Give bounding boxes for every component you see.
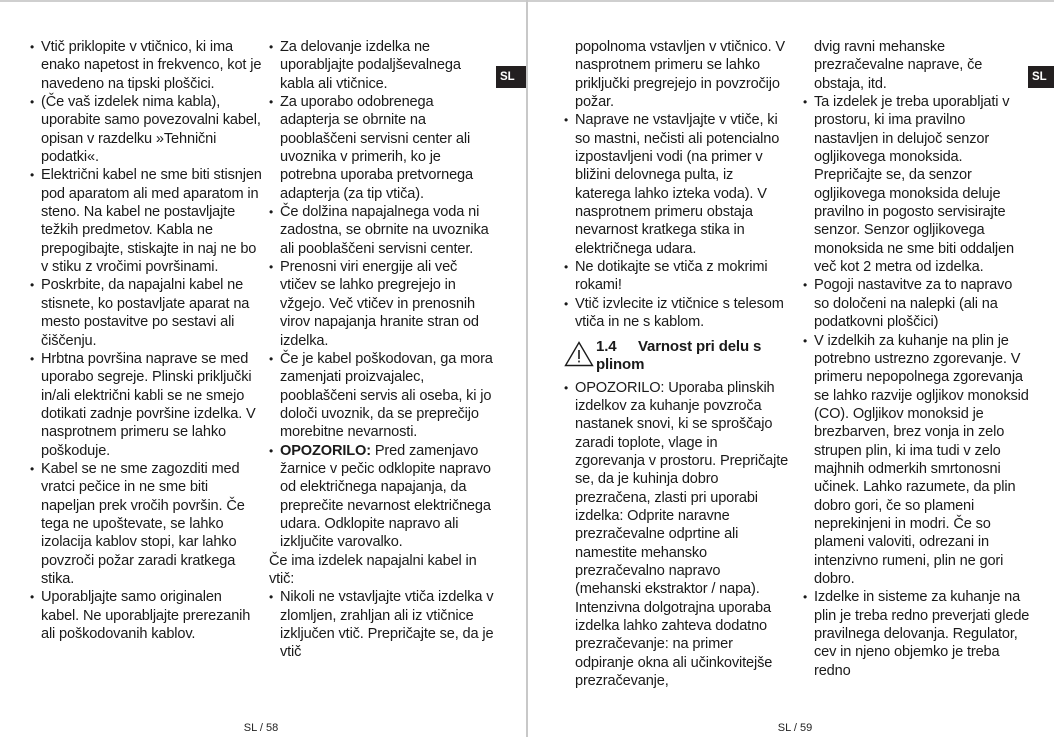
list-item: • Uporabljajte samo originalen kabel. Ne uporabljajte prerezanih ali poškodovanih kablov.	[30, 589, 251, 642]
list-item: • Če je kabel poškodovan, ga mora zamenjati proizvajalec, pooblaščeni servis ali oseba, ki jo določi uvoznik, da se preprečijo morebitne nevarnosti.	[269, 350, 493, 441]
language-tab: SL	[496, 66, 526, 88]
bullet-icon: •	[30, 168, 35, 183]
warning-item	[269, 442, 495, 552]
list-item: • Ta izdelek je treba uporabljati v prostoru, ki ima pravilno nastavljen in delujoč senzor ogljikovega monoksida. Prepričajte se, da senzor ogljikovega monoksida deluje pravilno in pogosto servisirajte senzor. Senzor ogljikovega monoksida ne sme biti oddaljen več kot 2 metra od izdelka.	[803, 94, 1014, 276]
bullet-icon: •	[30, 351, 35, 366]
left-page-column-2	[269, 38, 495, 662]
bullet-icon: •	[269, 205, 274, 220]
bullet-icon: •	[803, 278, 808, 293]
list-item: • Prenosni viri energije ali več vtičev se lahko pregrejejo in vžgejo. Več vtičev in prenosnih virov napajanja hranite stran od izdelka.	[269, 259, 479, 349]
list-item: • Če dolžina napajalnega voda ni zadostna, se obrnite na uvoznika ali pooblaščeni servisni center.	[269, 204, 489, 257]
bullet-icon: •	[564, 113, 569, 128]
bullet-icon: •	[564, 380, 569, 395]
bullet-icon: •	[30, 40, 35, 54]
bullet-icon: •	[269, 95, 274, 110]
section-number: 1.4	[596, 337, 617, 355]
page-number: SL / 58	[243, 722, 279, 734]
list-item: • Kabel se ne sme zagozditi med vratci pečice in ne sme biti napeljan prek vročih površin. Če tega ne upoštevate, se lahko izolacija kablov stopi, kar lahko povzroči požar zaradi kratkega stika.	[30, 460, 245, 587]
bullet-icon: •	[269, 40, 274, 54]
list-item: • Hrbtna površina naprave se med uporabo segreje. Plinski priključki in/ali električni kabli se ne smejo dotikati zadnje površine izdelka. V nasprotnem primeru se lahko poškoduje.	[30, 350, 256, 459]
bullet-icon: •	[564, 296, 569, 311]
bullet-icon: •	[30, 95, 35, 110]
page-59	[528, 0, 1054, 737]
warning-triangle-icon	[564, 341, 594, 367]
gas-warning-item: • OPOZORILO: Uporaba plinskih izdelkov za kuhanje povzroča nastanek snovi, ki se sproščajo zaradi toplote, vlage in zgorevanja v prostoru. Prepričajte se, da je kuhinja dobro prezračena, zlasti pri uporabi izdelka: Odprite naravne prezračevalne odprtine ali namestite mehansko prezračevalno napravo (mehanski ekstraktor / napa). Intenzivna dolgotrajna uporaba izdelka lahko zahteva dodatno prezračevanje: na primer odpiranje okna ali učinkovitejše prezračevanje,	[564, 379, 789, 689]
section-title-line-2: plinom	[596, 356, 645, 373]
page-number: SL / 59	[777, 722, 813, 734]
list-item: • Vtič priklopite v vtičnico, ki ima enako napetost in frekvenco, kot je navedeno na tipski ploščici.	[30, 39, 262, 92]
right-page-column-2	[803, 38, 1031, 680]
bullet-icon: •	[269, 443, 274, 458]
warning-label: OPOZORILO:	[280, 442, 371, 459]
bullet-icon: •	[269, 590, 274, 605]
list-item: • Vtič izvlecite iz vtičnice s telesom vtiča in ne s kablom.	[564, 295, 784, 331]
list-item: • Ne dotikajte se vtiča z mokrimi rokami!	[564, 259, 768, 294]
warning-text: Pred zamenjavo žarnice v pečic odklopite napravo od električnega napajanja, da preprečite nevarnost električnega udara. Odklopite napravo ali izključite varovalko.	[280, 442, 491, 551]
list-item: • Električni kabel ne sme biti stisnjen pod aparatom ali med aparatom in steno. Na kabel ne postavljajte težkih predmetov. Kabla ne prepogibajte, stiskajte in naj ne bo v stiku z vročimi površinami.	[30, 167, 262, 276]
bullet-icon: •	[30, 278, 35, 293]
bullet-icon: •	[803, 95, 808, 110]
bullet-icon: •	[30, 461, 35, 476]
list-item: • Naprave ne vstavljajte v vtiče, ki so mastni, nečisti ali potencialno izpostavljeni vodi (na primer v bližini delovnega pulta, iz katerega lahko izteka voda). V nasprotnem primeru obstaja nevarnost kratkega stika in električnega udara.	[564, 112, 780, 257]
list-item: • Nikoli ne vstavljajte vtiča izdelka v zlomljen, zrahljan ali iz vtičnice izključen vtič. Prepričajte se, da je vtič	[269, 589, 494, 661]
section-heading	[564, 338, 790, 375]
bullet-icon: •	[269, 260, 274, 275]
list-item: • V izdelkih za kuhanje na plin je potrebno ustrezno zgorevanje. V primeru nepopolnega zgorevanja se lahko razvije ogljikov monoksid (CO). Ogljikov monoksid je brezbarven, brez vonja in zelo strupen plin, ki ima tudi v zelo majhnih odmerkih smrtonosni učinek. Lahko razumete, da plin dobro gori, če so plameni neprekinjeni in modri. Če so plameni valoviti, odrezani in intenzivno rumeni, plin ne gori dobro.	[803, 332, 1029, 587]
bullet-icon: •	[269, 351, 274, 366]
list-item: • Za delovanje izdelka ne uporabljajte podaljševalnega kabla ali vtičnice.	[269, 39, 461, 92]
list-item: • Za uporabo odobrenega adapterja se obrnite na pooblaščeni servisni center ali uvoznika v primerih, ko je potrebna uporaba pretvornega adapterja (za tip vtiča).	[269, 94, 473, 202]
bullet-icon: •	[803, 333, 808, 348]
list-item: • Pogoji nastavitve za to napravo so določeni na nalepki (ali na podatkovni ploščici)	[803, 277, 1013, 331]
list-item: • (Če vaš izdelek nima kabla), uporabite samo povezovalni kabel, opisan v razdelku »Tehnični podatki«.	[30, 94, 261, 166]
bullet-icon: •	[30, 590, 35, 605]
bullet-icon: •	[803, 590, 808, 605]
plug-intro: Če ima izdelek napajalni kabel in vtič:	[269, 552, 477, 587]
right-page-column-1	[564, 38, 790, 690]
list-item: • Poskrbite, da napajalni kabel ne stisnete, ko postavljate aparat na mesto postavitve po sestavi ali čiščenju.	[30, 277, 250, 349]
bullet-icon: •	[564, 260, 569, 275]
page-58	[0, 0, 526, 737]
list-item: • Izdelke in sisteme za kuhanje na plin je treba redno preverjati glede pravilnega delovanja. Regulator, cev in njeno objemko je treba redno	[803, 589, 1030, 679]
section-title: 1.4 Varnost pri delu s plinom	[596, 337, 762, 373]
left-page-column-1	[30, 38, 262, 643]
continued-text: popolnoma vstavljen v vtičnico. V nasprotnem primeru se lahko priključki pregrejejo in povzročijo požar.	[575, 39, 786, 111]
continued-text: dvig ravni mehanske prezračevalne naprave, če obstaja, itd.	[814, 39, 983, 92]
language-tab: SL	[1028, 66, 1054, 88]
